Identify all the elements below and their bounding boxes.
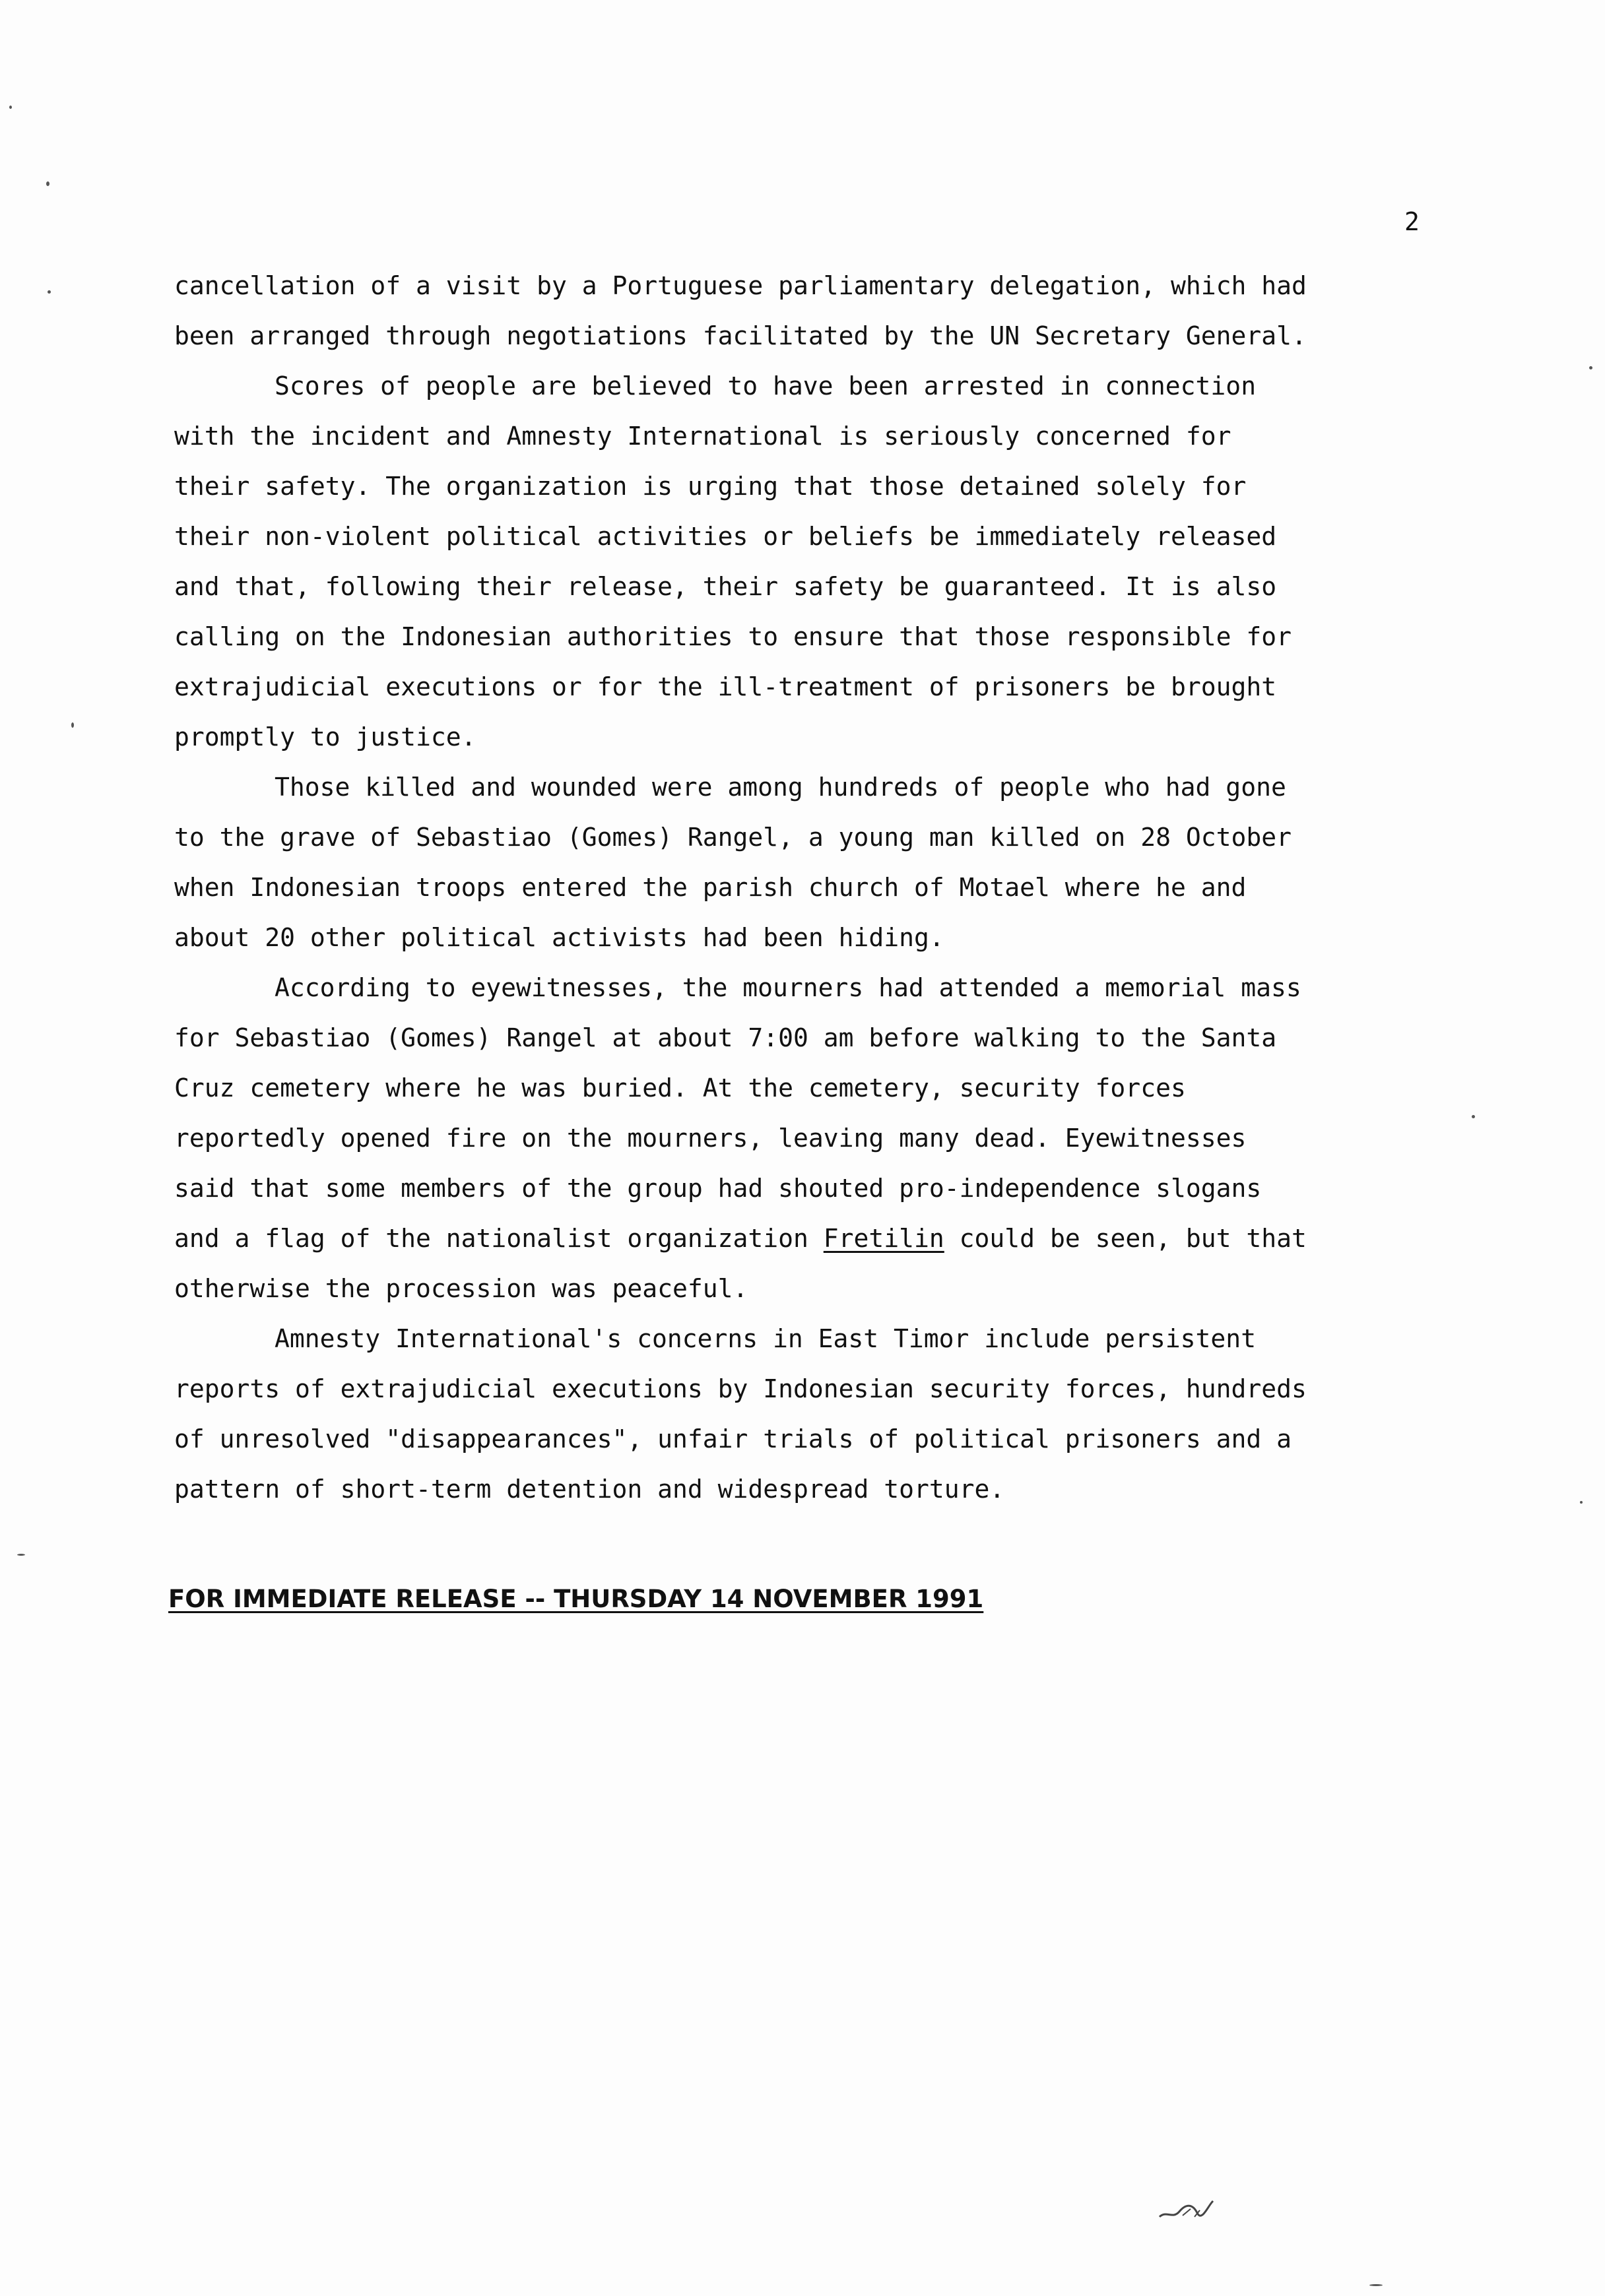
text-line: been arranged through negotiations facilitated by the UN Secretary General. [174, 321, 1307, 350]
scan-speck [1589, 366, 1592, 369]
text-line: when Indonesian troops entered the parish church of Motael where he and [174, 873, 1247, 902]
paragraph-start-line: According to eyewitnesses, the mourners had attended a memorial mass [275, 973, 1301, 1002]
paragraph-start-line: Scores of people are believed to have been arrested in connection [275, 371, 1257, 400]
scan-speck [9, 106, 12, 109]
paragraph-start-line: Those killed and wounded were among hundreds of people who had gone [275, 773, 1286, 802]
page-number: 2 [1404, 207, 1420, 236]
text-line: reports of extrajudicial executions by Indonesian security forces, hundreds [174, 1374, 1307, 1403]
text-line-with-underline [174, 1213, 1428, 1263]
text-line: said that some members of the group had shouted pro-independence slogans [174, 1174, 1262, 1203]
scan-speck [1580, 1501, 1583, 1504]
text-line: and that, following their release, their safety be guaranteed. It is also [174, 572, 1277, 601]
release-date-line: FOR IMMEDIATE RELEASE -- THURSDAY 14 NOVEMBER 1991 [168, 1585, 984, 1613]
text-line: their safety. The organization is urging that those detained solely for [174, 472, 1247, 501]
text-line: their non-violent political activities or beliefs be immediately released [174, 522, 1277, 551]
paragraph-start-line: Amnesty International's concerns in East Timor include persistent [275, 1324, 1257, 1353]
text-line: otherwise the procession was peaceful. [174, 1274, 748, 1303]
text-line: reportedly opened fire on the mourners, leaving many dead. Eyewitnesses [174, 1124, 1247, 1153]
underlined-organization-name: Fretilin [823, 1224, 944, 1253]
scan-speck [1369, 2284, 1383, 2286]
text-line: to the grave of Sebastiao (Gomes) Rangel, a young man killed on 28 October [174, 823, 1292, 852]
text-line: about 20 other political activists had been hiding. [174, 923, 944, 952]
scribble-mark [1156, 2197, 1216, 2223]
text-line: calling on the Indonesian authorities to ensure that those responsible for [174, 622, 1292, 651]
scan-speck [1472, 1115, 1475, 1118]
scan-speck [46, 181, 49, 186]
line-segment: could be seen, but that [944, 1224, 1307, 1253]
text-line: with the incident and Amnesty International is seriously concerned for [174, 422, 1231, 451]
text-line: Cruz cemetery where he was buried. At the cemetery, security forces [174, 1073, 1186, 1102]
text-line: for Sebastiao (Gomes) Rangel at about 7:00 am before walking to the Santa [174, 1023, 1277, 1052]
scan-speck [48, 290, 51, 294]
scan-speck [71, 722, 74, 728]
line-segment: and a flag of the nationalist organization [174, 1224, 824, 1253]
text-line: of unresolved "disappearances", unfair trials of political prisoners and a [174, 1424, 1292, 1453]
text-line: cancellation of a visit by a Portuguese parliamentary delegation, which had [174, 271, 1307, 300]
text-line: pattern of short-term detention and widespread torture. [174, 1475, 1005, 1504]
body-text [174, 261, 1428, 1514]
text-line: extrajudicial executions or for the ill-treatment of prisoners be brought [174, 672, 1277, 701]
text-line: promptly to justice. [174, 722, 476, 751]
scan-speck [17, 1554, 25, 1556]
